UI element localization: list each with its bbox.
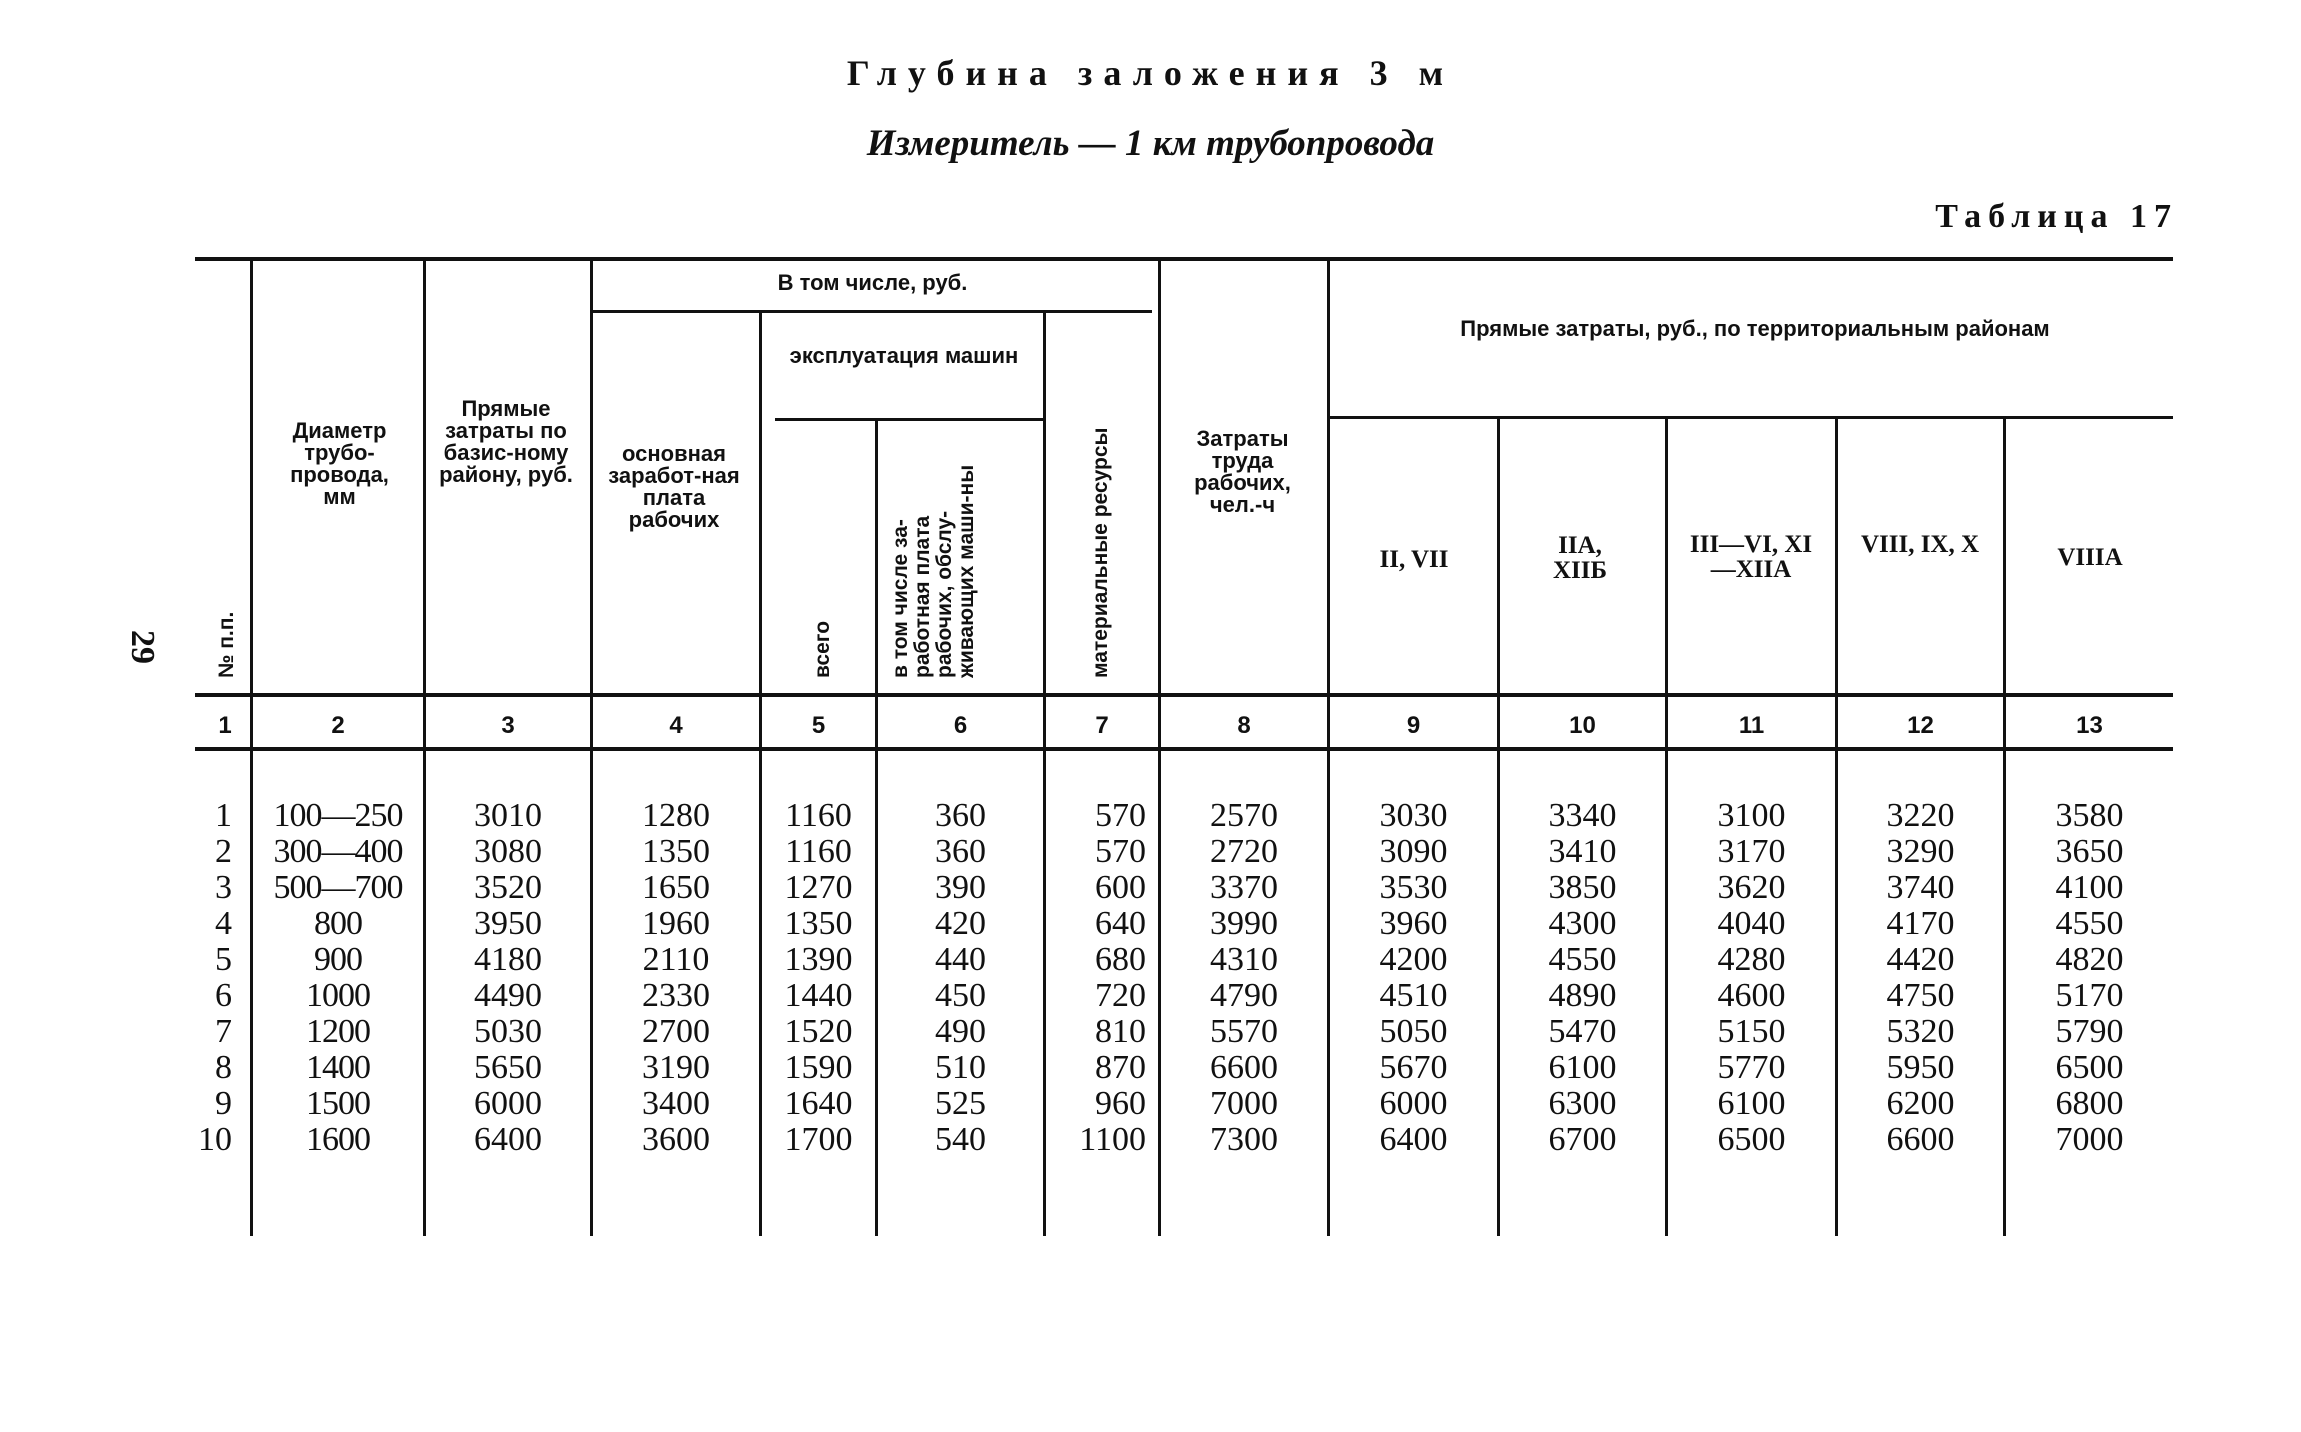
table-cell: 3520 — [474, 869, 542, 906]
table-cell: 4890 — [1548, 977, 1617, 1014]
column-number: 2 — [331, 712, 345, 739]
table-cell: 390 — [935, 869, 986, 906]
table-cell: 300—400 — [273, 833, 403, 870]
col-row-number — [190, 798, 232, 1158]
header-diameter: Диаметр трубо-провода, мм — [290, 418, 389, 509]
table-cell: 4040 — [1717, 905, 1786, 942]
table-cell: 3010 — [474, 797, 542, 834]
table-cell: 6800 — [2055, 1085, 2124, 1122]
table-cell: 4550 — [2055, 905, 2124, 942]
column-number: 12 — [1907, 712, 1934, 739]
header-direct-costs-base: Прямые затраты по базис-ному району, руб. — [439, 396, 573, 487]
col-region-3 — [1668, 798, 1835, 1158]
header-region-5: VIIIA — [2057, 544, 2123, 571]
col-machines-wages — [878, 798, 1043, 1158]
table-cell: 6100 — [1717, 1085, 1786, 1122]
column-number: 7 — [1095, 712, 1109, 739]
table-cell: 6000 — [1379, 1085, 1448, 1122]
header-labor: Затраты труда рабочих, чел.-ч — [1194, 426, 1291, 517]
table-cell: 3960 — [1379, 905, 1448, 942]
table-cell: 3030 — [1379, 797, 1448, 834]
col-labor — [1161, 798, 1327, 1158]
table-cell: 6700 — [1548, 1121, 1617, 1158]
header-machines-wages: в том числе за-работная плата рабочих, обслу-живающих маши-ны — [889, 464, 978, 678]
table-cell: 1520 — [784, 1013, 853, 1050]
table-cell: 1590 — [784, 1049, 853, 1086]
header-machines-total: всего — [811, 620, 834, 678]
table-cell: 3220 — [1886, 797, 1955, 834]
table-cell: 3600 — [642, 1121, 710, 1158]
numbers-bottom-rule — [195, 747, 2173, 751]
table-cell: 1000 — [306, 977, 370, 1014]
table-cell: 500—700 — [273, 869, 403, 906]
table-cell: 540 — [935, 1121, 986, 1158]
table-cell: 2570 — [1210, 797, 1278, 834]
table-cell: 4310 — [1210, 941, 1278, 978]
table-cell: 1200 — [306, 1013, 370, 1050]
table-cell: 570 — [1095, 833, 1146, 870]
table-cell: 1280 — [642, 797, 710, 834]
table-cell: 4 — [215, 905, 232, 942]
table-cell: 1 — [215, 797, 232, 834]
table-cell: 2 — [215, 833, 232, 870]
table-cell: 1350 — [642, 833, 710, 870]
table-cell: 4750 — [1886, 977, 1955, 1014]
table-cell: 9 — [215, 1085, 232, 1122]
table-cell: 450 — [935, 977, 986, 1014]
table-cell: 1960 — [642, 905, 710, 942]
col-region-2 — [1500, 798, 1665, 1158]
column-number: 11 — [1738, 712, 1765, 739]
table-cell: 870 — [1095, 1049, 1146, 1086]
table-cell: 4180 — [474, 941, 542, 978]
col-divider — [250, 261, 253, 1236]
table-cell: 490 — [935, 1013, 986, 1050]
table-cell: 2330 — [642, 977, 710, 1014]
header-num: № п.п. — [215, 611, 238, 678]
col-region-1 — [1330, 798, 1497, 1158]
table-cell: 1100 — [1079, 1121, 1146, 1158]
table-cell: 570 — [1095, 797, 1146, 834]
table-cell: 3370 — [1210, 869, 1278, 906]
column-number: 5 — [811, 712, 826, 739]
col-region-5 — [2006, 798, 2173, 1158]
table-cell: 1640 — [784, 1085, 853, 1122]
table-cell: 680 — [1095, 941, 1146, 978]
table-cell: 4790 — [1210, 977, 1278, 1014]
table-cell: 6200 — [1886, 1085, 1955, 1122]
table-cell: 600 — [1095, 869, 1146, 906]
table-cell: 360 — [935, 797, 986, 834]
table-cell: 7000 — [2055, 1121, 2124, 1158]
table-cell: 440 — [935, 941, 986, 978]
table-cell: 3530 — [1379, 869, 1448, 906]
col-machines-total — [762, 798, 875, 1158]
table-cell: 2700 — [642, 1013, 710, 1050]
table-cell: 3950 — [474, 905, 542, 942]
table-cell: 3290 — [1886, 833, 1955, 870]
header-machines: эксплуатация машин — [789, 343, 1019, 368]
table-cell: 3990 — [1210, 905, 1278, 942]
table-cell: 4300 — [1548, 905, 1617, 942]
table-cell: 420 — [935, 905, 986, 942]
table-cell: 5050 — [1379, 1013, 1448, 1050]
table-cell: 640 — [1095, 905, 1146, 942]
territorial-rule — [1330, 416, 2173, 419]
table-cell: 1160 — [785, 797, 852, 834]
table-cell: 4200 — [1379, 941, 1448, 978]
section-title: Глубина заложения 3 м — [846, 53, 1455, 93]
header-region-1: II, VII — [1379, 546, 1449, 573]
table-cell: 2720 — [1210, 833, 1278, 870]
header-bottom-rule — [195, 693, 2173, 697]
page-number: 29 — [124, 630, 161, 664]
table-cell: 900 — [314, 941, 362, 978]
table-cell: 5770 — [1717, 1049, 1786, 1086]
table-cell: 8 — [215, 1049, 232, 1086]
header-wages: основная заработ-ная плата рабочих — [608, 441, 740, 532]
table-cell: 4600 — [1717, 977, 1786, 1014]
table-cell: 7000 — [1210, 1085, 1278, 1122]
table-cell: 4550 — [1548, 941, 1617, 978]
table-cell: 3650 — [2055, 833, 2124, 870]
col-diameter — [256, 798, 420, 1158]
table-cell: 5320 — [1886, 1013, 1955, 1050]
table-cell: 1600 — [306, 1121, 370, 1158]
table-cell: 3850 — [1548, 869, 1617, 906]
measure-unit-subtitle: Измеритель — 1 км трубопровода — [866, 123, 1435, 164]
table-cell: 3170 — [1717, 833, 1786, 870]
table-cell: 3400 — [642, 1085, 710, 1122]
table-cell: 525 — [935, 1085, 986, 1122]
table-cell: 4170 — [1886, 905, 1955, 942]
column-number: 6 — [953, 712, 968, 739]
column-number: 4 — [669, 712, 683, 739]
table-cell: 3340 — [1548, 797, 1617, 834]
table-cell: 3 — [215, 869, 232, 906]
table-cell: 5650 — [474, 1049, 542, 1086]
table-cell: 3580 — [2055, 797, 2124, 834]
table-cell: 720 — [1095, 977, 1146, 1014]
table-cell: 6400 — [1379, 1121, 1448, 1158]
table-cell: 6500 — [1717, 1121, 1786, 1158]
table-cell: 1270 — [784, 869, 853, 906]
table-cell: 1400 — [306, 1049, 370, 1086]
header-territorial: Прямые затраты, руб., по территориальным районам — [1460, 316, 2050, 341]
table-cell: 1700 — [784, 1121, 853, 1158]
table-top-rule — [195, 257, 2173, 261]
table-cell: 6600 — [1886, 1121, 1955, 1158]
table-cell: 7300 — [1210, 1121, 1278, 1158]
column-number: 9 — [1406, 712, 1421, 739]
column-number: 3 — [501, 712, 515, 739]
table-cell: 960 — [1095, 1085, 1146, 1122]
header-materials: материальные ресурсы — [1089, 427, 1112, 678]
table-cell: 3190 — [642, 1049, 710, 1086]
table-cell: 5030 — [474, 1013, 542, 1050]
table-cell: 5470 — [1548, 1013, 1617, 1050]
table-cell: 5790 — [2055, 1013, 2124, 1050]
table-cell: 6300 — [1548, 1085, 1617, 1122]
table-cell: 1350 — [784, 905, 853, 942]
header-region-2: IIA, XIIБ — [1552, 532, 1608, 584]
table-cell: 5 — [215, 941, 232, 978]
table-cell: 4490 — [474, 977, 542, 1014]
table-cell: 6100 — [1548, 1049, 1617, 1086]
table-cell: 4510 — [1379, 977, 1448, 1014]
col-region-4 — [1838, 798, 2003, 1158]
table-cell: 510 — [935, 1049, 986, 1086]
table-cell: 6000 — [474, 1085, 542, 1122]
table-cell: 3620 — [1717, 869, 1786, 906]
table-cell: 1650 — [642, 869, 710, 906]
column-number: 13 — [2076, 712, 2103, 739]
table-cell: 360 — [935, 833, 986, 870]
machines-rule — [775, 418, 1045, 421]
table-label: Таблица 17 — [1935, 198, 2178, 235]
col-wages — [593, 798, 759, 1158]
column-number: 1 — [218, 712, 232, 739]
table-cell: 4820 — [2055, 941, 2124, 978]
table-cell: 10 — [198, 1121, 232, 1158]
table-cell: 810 — [1095, 1013, 1146, 1050]
table-cell: 1160 — [785, 833, 852, 870]
table-cell: 6600 — [1210, 1049, 1278, 1086]
header-region-3: III—VI, XI—XIIA — [1689, 531, 1813, 583]
table-cell: 7 — [215, 1013, 232, 1050]
table-cell: 1440 — [784, 977, 853, 1014]
table-cell: 100—250 — [273, 797, 403, 834]
column-number: 8 — [1237, 712, 1251, 739]
table-cell: 5570 — [1210, 1013, 1278, 1050]
table-cell: 5150 — [1717, 1013, 1786, 1050]
table-cell: 4280 — [1717, 941, 1786, 978]
col-base-costs — [426, 798, 590, 1158]
table-cell: 3740 — [1886, 869, 1955, 906]
header-region-4: VIII, IX, X — [1860, 531, 1980, 558]
header-including: В том числе, руб. — [777, 270, 968, 295]
table-cell: 4420 — [1886, 941, 1955, 978]
including-rule — [592, 310, 1152, 313]
column-number: 10 — [1569, 712, 1596, 739]
table-cell: 5670 — [1379, 1049, 1448, 1086]
table-cell: 3080 — [474, 833, 542, 870]
table-cell: 1390 — [784, 941, 853, 978]
table-cell: 3090 — [1379, 833, 1448, 870]
table-cell: 800 — [314, 905, 362, 942]
table-cell: 6400 — [474, 1121, 542, 1158]
table-cell: 4100 — [2055, 869, 2124, 906]
table-cell: 5950 — [1886, 1049, 1955, 1086]
table-cell: 5170 — [2055, 977, 2124, 1014]
table-cell: 1500 — [306, 1085, 370, 1122]
table-cell: 3100 — [1717, 797, 1786, 834]
table-cell: 6500 — [2055, 1049, 2124, 1086]
table-cell: 6 — [215, 977, 232, 1014]
table-cell: 3410 — [1548, 833, 1617, 870]
col-materials — [1046, 798, 1146, 1158]
table-cell: 2110 — [642, 941, 710, 978]
